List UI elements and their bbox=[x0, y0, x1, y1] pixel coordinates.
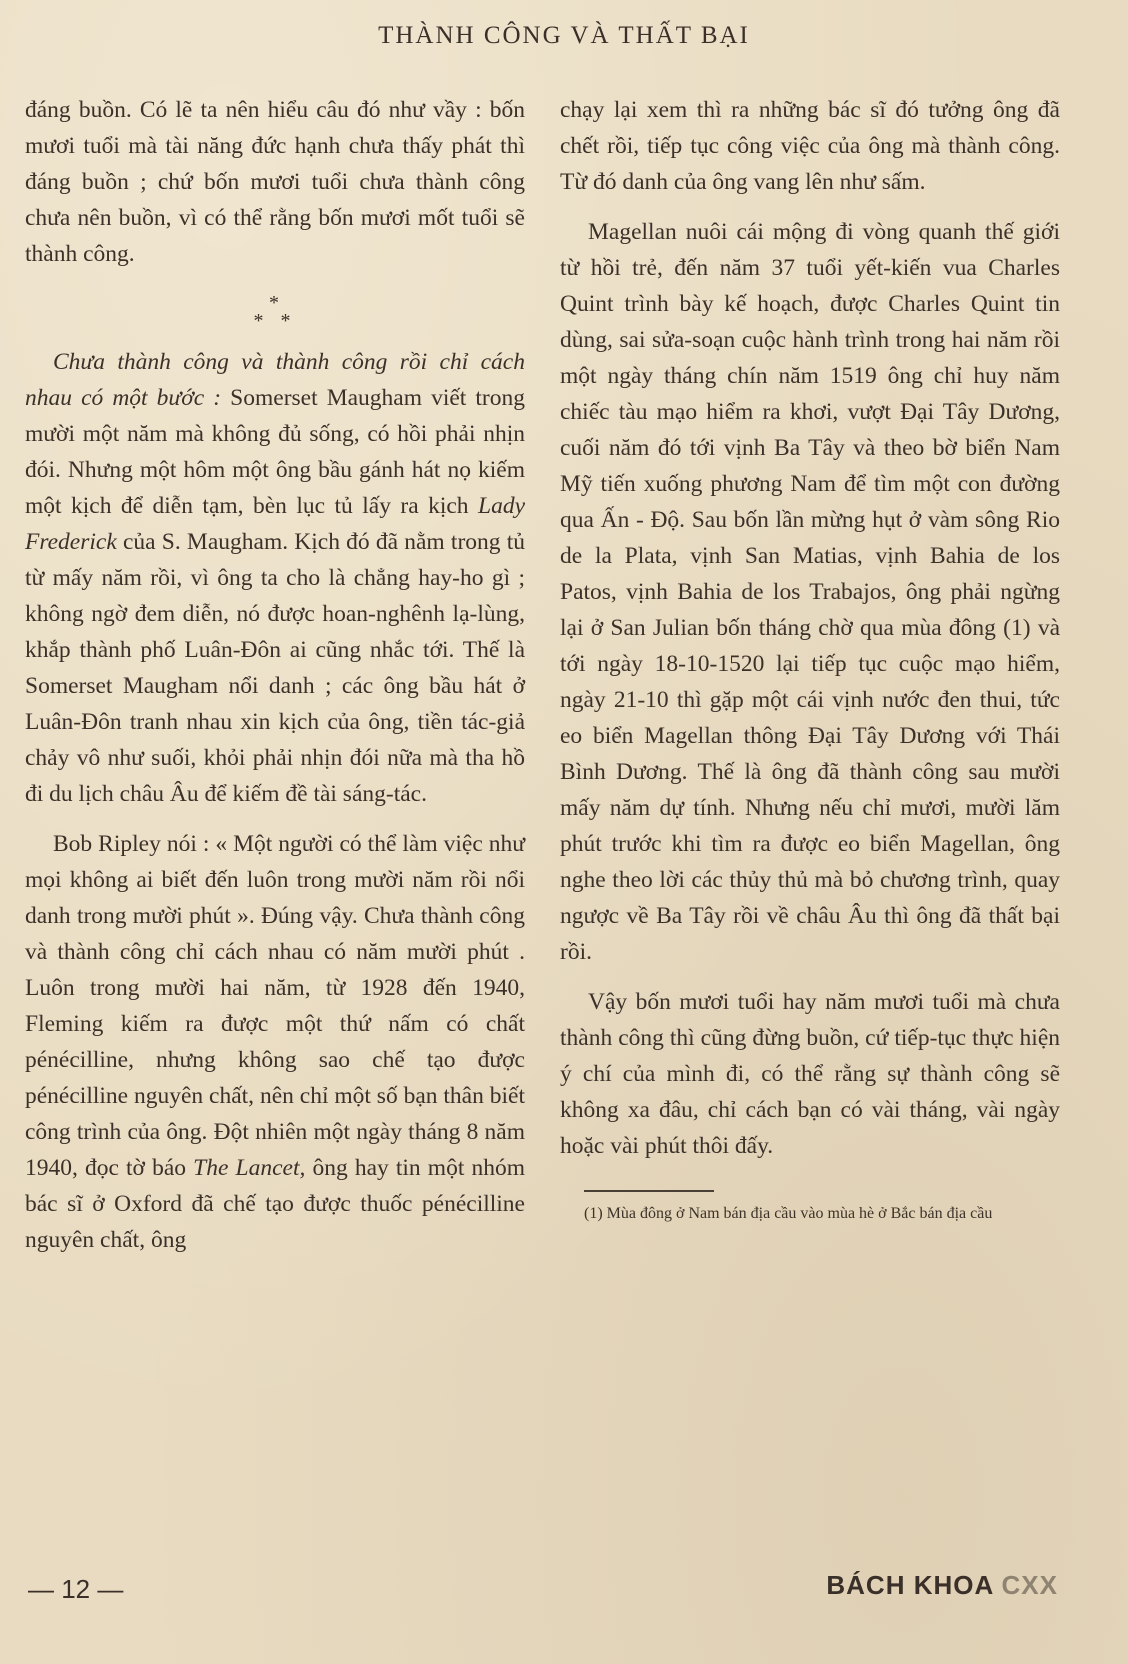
right-paragraph-3: Vậy bốn mươi tuổi hay năm mươi tuổi mà chưa thành công thì cũng đừng buồn, cứ tiếp-tục thực hiện ý chí của mình đi, có thể rằng sự thành công sẽ không xa đâu, chỉ cách bạn có vài tháng, vài ngày hoặc vài phút thôi đấy. bbox=[560, 989, 1060, 1159]
left-paragraph-3-text-a: Bob Ripley nói : « Một người có thể làm việc như mọi không ai biết đến luôn trong mười năm rồi nổi danh trong mười phút ». Đúng vậy. Chưa thành công và thành công chỉ cách nhau có năm mười phút . Luôn trong mười hai năm, từ 1928 đến 1940, Fleming kiếm ra được một thứ nấm có chất pénécilline, nhưng không sao chế tạo được pénécilline nguyên chất, nên chỉ một số bạn thân biết công trình của ông. Đột nhiên một ngày tháng 8 năm 1940, đọc tờ báo bbox=[25, 831, 525, 1181]
left-paragraph-2 bbox=[25, 344, 525, 812]
separator-star-top: * bbox=[269, 292, 285, 314]
left-paragraph-3 bbox=[25, 826, 525, 1258]
page-number: — 12 — bbox=[28, 1574, 124, 1604]
left-paragraph-2-text-a: Somerset Maugham viết trong mười một năm mà không đủ sống, có hồi phải nhịn đói. Nhưng một hôm một ông bầu gánh hát nọ kiếm một kịch để diễn tạm, bèn lục tủ lấy ra kịch bbox=[25, 385, 526, 519]
running-head: THÀNH CÔNG VÀ THẤT BẠI bbox=[378, 22, 750, 49]
magazine-name: BÁCH KHOA bbox=[826, 1570, 994, 1600]
left-paragraph-2-text-b: của S. Maugham. Kịch đó đã nằm trong tủ từ mấy năm rồi, vì ông ta cho là chẳng hay-ho gì ; không ngờ đem diễn, nó được hoan-nghênh lạ-lùng, khắp thành phố Luân-Đôn ai cũng nhắc tới. Thế là Somerset Maugham nổi danh ; các ông bầu hát ở Luân-Đôn tranh nhau xin kịch của ông, tiền tác-giả chảy vô như suối, khỏi phải nhịn đói nữa mà tha hồ đi du lịch châu Âu để kiếm đề tài sáng-tác. bbox=[25, 529, 525, 807]
issue-number: CXX bbox=[1001, 1570, 1058, 1600]
footnote: (1) Mùa đông ở Nam bán địa cầu vào mùa hè ở Bắc bán địa cầu bbox=[584, 1205, 993, 1222]
lead-italic-phrase: Chưa thành công và thành công rồi chỉ cách nhau có một bước : bbox=[25, 349, 525, 411]
right-paragraph-2: Magellan nuôi cái mộng đi vòng quanh thế giới từ hồi trẻ, đến năm 37 tuổi yết-kiến vua Charles Quint trình bày kế hoạch, được Charles Quint tin dùng, sai sửa-soạn cuộc hành trình trong hai năm rồi một ngày tháng chín năm 1519 ông chỉ huy năm chiếc tàu mạo hiểm ra khơi, vượt Đại Tây Dương, cuối năm đó tới vịnh Ba Tây và theo bờ biển Nam Mỹ tiến xuống phương Nam để tìm một con đường qua Ấn - Độ. Sau bốn lần mừng hụt ở vàm sông Rio de la Plata, vịnh San Matias, vịnh Bahia de los Patos, vịnh Bahia de los Trabajos, ông phải ngừng lại ở San Julian bốn tháng chờ qua mùa đông (1) và tới ngày 18-10-1520 lại tiếp tục cuộc mạo hiểm, ngày 21-10 thì gặp một cái vịnh nước đen thui, tức eo biển Magellan thông Đại Tây Dương với Thái Bình Dương. Thế là ông đã thành công sau mười mấy năm dự tính. Nhưng nếu chỉ mươi, mười lăm phút trước khi tìm ra được eo biển Magellan, ông nghe theo lời các thủy thủ mà bỏ chương trình, quay ngược về Ba Tây rồi về châu Âu thì ông đã thất bại rồi. bbox=[560, 219, 1060, 965]
right-column bbox=[560, 92, 1060, 1226]
newspaper-title: The Lancet, bbox=[193, 1155, 306, 1181]
right-paragraph-1: chạy lại xem thì ra những bác sĩ đó tưởng ông đã chết rồi, tiếp tục công việc của ông mà thành công. Từ đó danh của ông vang lên như sấm. bbox=[560, 97, 1060, 195]
left-paragraph-3-text-b: ông hay tin một nhóm bác sĩ ở Oxford đã chế tạo được thuốc pénécilline nguyên chất, ông bbox=[25, 1155, 525, 1253]
section-separator bbox=[25, 294, 525, 330]
play-title: Lady Frederick bbox=[25, 493, 525, 555]
left-column bbox=[25, 92, 525, 1258]
footnote-divider bbox=[584, 1190, 714, 1192]
magazine-mark bbox=[826, 1570, 1058, 1601]
left-paragraph-1: đáng buồn. Có lẽ ta nên hiểu câu đó như vầy : bốn mươi tuổi mà tài năng đức hạnh chưa thấy phát thì đáng buồn ; chứ bốn mươi tuổi chưa thành công chưa nên buồn, vì có thể rằng bốn mươi mốt tuổi sẽ thành công. bbox=[25, 97, 525, 267]
separator-stars-bottom: * * bbox=[253, 310, 297, 332]
